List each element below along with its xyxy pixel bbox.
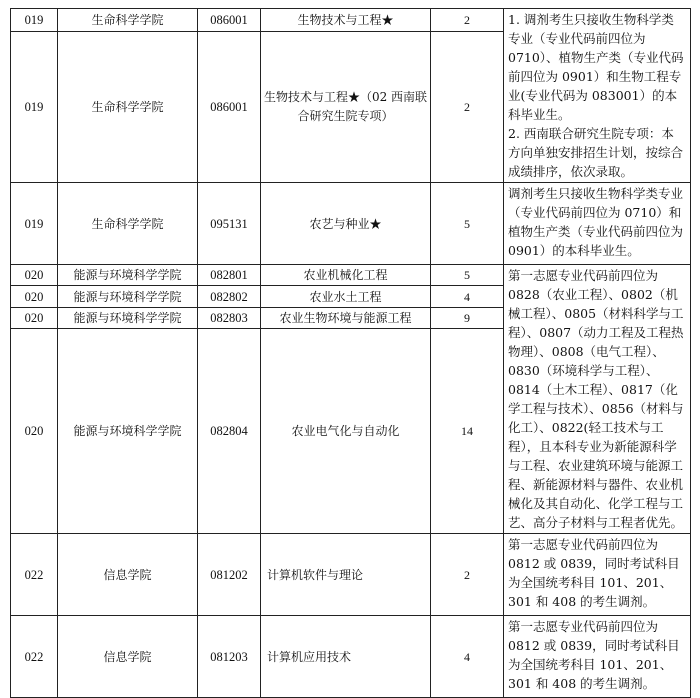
dept-code-cell: 020 xyxy=(11,286,58,307)
major-cell: 生物技术与工程★ xyxy=(261,9,431,32)
count-cell: 2 xyxy=(431,534,504,616)
dept-code-cell: 020 xyxy=(11,329,58,534)
count-cell: 2 xyxy=(431,31,504,182)
major-text: 生物技术与工程★（02 西南联合研究生院专项） xyxy=(263,89,428,123)
dept-code-cell: 019 xyxy=(11,9,58,32)
note-text: 第一志愿专业代码前四位为 0828（农业工程）、0802（机械工程）、0805（材料科学与工程）、0807（动力工程及工程热物理）、0808（电气工程）、0830（环境科学与工程）、0814（土木工程）、0817（化学工程与技术）、0856（材料与化工）、0822(轻工技术与工程），且本科专业为新能源科学与工程、农业建筑环境与能源工程、新能源材料与器件、农业机械化及其自动化、化学工程与工艺、高分子材料与工程者优先。 xyxy=(508,268,684,530)
dept-code-cell: 020 xyxy=(11,265,58,286)
count-cell: 14 xyxy=(431,329,504,534)
dept-code-cell: 019 xyxy=(11,31,58,182)
count-cell: 4 xyxy=(431,286,504,307)
table-row xyxy=(11,534,691,616)
note-cell xyxy=(504,265,691,534)
table-row xyxy=(11,9,691,32)
dept-code-cell: 020 xyxy=(11,307,58,328)
major-code-cell: 082803 xyxy=(198,307,261,328)
count-cell: 5 xyxy=(431,265,504,286)
major-cell: 计算机软件与理论 xyxy=(261,534,431,616)
major-code-cell: 082804 xyxy=(198,329,261,534)
admissions-table xyxy=(10,8,691,698)
major-code-cell: 082801 xyxy=(198,265,261,286)
note-text: 第一志愿专业代码前四位为 0812 或 0839，同时考试科目为全国统考科目 101、201、301 和 408 的考生调剂。 xyxy=(508,619,680,691)
major-cell: 农业机械化工程 xyxy=(261,265,431,286)
major-cell: 计算机应用技术 xyxy=(261,616,431,698)
dept-cell: 能源与环境科学学院 xyxy=(58,329,198,534)
major-code-cell: 082802 xyxy=(198,286,261,307)
note-cell xyxy=(504,183,691,265)
major-cell: 农业电气化与自动化 xyxy=(261,329,431,534)
dept-cell: 信息学院 xyxy=(58,616,198,698)
note-cell xyxy=(504,534,691,616)
dept-cell: 信息学院 xyxy=(58,534,198,616)
note-text: 调剂考生只接收生物科学类专业（专业代码前四位为 0710）和植物生产类（专业代码前四位为 0901）的本科毕业生。 xyxy=(508,186,684,258)
note-cell xyxy=(504,9,691,183)
dept-cell: 生命科学学院 xyxy=(58,183,198,265)
count-cell: 9 xyxy=(431,307,504,328)
major-code-cell: 095131 xyxy=(198,183,261,265)
major-code-cell: 081202 xyxy=(198,534,261,616)
major-cell: 农业生物环境与能源工程 xyxy=(261,307,431,328)
major-code-cell: 086001 xyxy=(198,9,261,32)
major-cell xyxy=(261,31,431,182)
dept-code-cell: 022 xyxy=(11,534,58,616)
count-cell: 4 xyxy=(431,616,504,698)
count-cell: 2 xyxy=(431,9,504,32)
dept-cell: 生命科学学院 xyxy=(58,9,198,32)
dept-code-cell: 022 xyxy=(11,616,58,698)
note-text: 1. 调剂考生只接收生物科学类专业（专业代码前四位为 0710）、植物生产类（专业代码前四位为 0901）和生物工程专业(专业代码为 083001）的本科毕业生。 2. 西南联合研究生院专项：本方向单独安排招生计划，按综合成绩排序，依次录取。 xyxy=(508,12,684,179)
count-cell: 5 xyxy=(431,183,504,265)
major-cell: 农艺与种业★ xyxy=(261,183,431,265)
dept-cell: 生命科学学院 xyxy=(58,31,198,182)
table-row xyxy=(11,183,691,265)
dept-code-cell: 019 xyxy=(11,183,58,265)
note-text: 第一志愿专业代码前四位为 0812 或 0839，同时考试科目为全国统考科目 101、201、301 和 408 的考生调剂。 xyxy=(508,537,680,609)
major-code-cell: 086001 xyxy=(198,31,261,182)
table-row xyxy=(11,265,691,286)
table-row xyxy=(11,616,691,698)
dept-cell: 能源与环境科学学院 xyxy=(58,265,198,286)
dept-cell: 能源与环境科学学院 xyxy=(58,307,198,328)
major-code-cell: 081203 xyxy=(198,616,261,698)
note-cell xyxy=(504,616,691,698)
major-cell: 农业水土工程 xyxy=(261,286,431,307)
dept-cell: 能源与环境科学学院 xyxy=(58,286,198,307)
